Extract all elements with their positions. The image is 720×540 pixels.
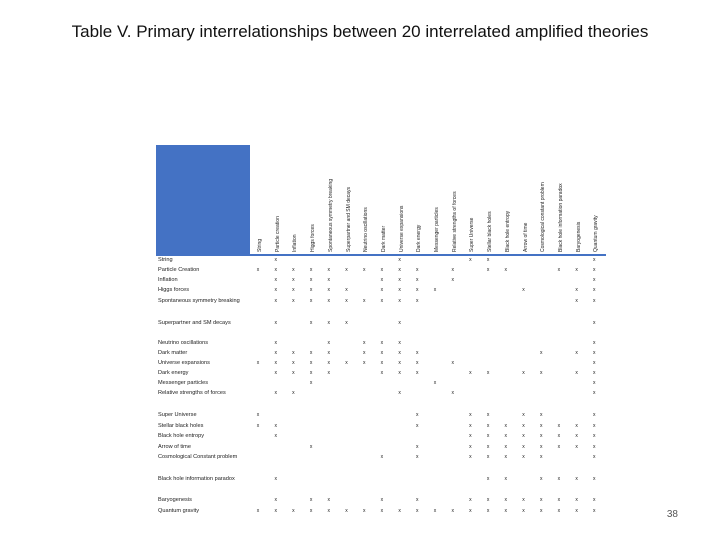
column-header-label: Universe expansions — [398, 205, 405, 252]
relationship-mark: x — [486, 267, 490, 273]
relationship-mark: x — [416, 287, 419, 293]
relationship-mark: x — [416, 277, 419, 283]
relationship-mark: x — [522, 433, 525, 439]
relationship-mark: x — [575, 476, 578, 482]
row-label: Spontaneous symmetry breaking — [158, 298, 240, 304]
relationship-mark: x — [593, 390, 596, 396]
relationship-mark: x — [327, 287, 331, 293]
relationship-mark: x — [274, 476, 277, 482]
relationship-mark: x — [486, 454, 490, 460]
relationship-mark: x — [309, 508, 313, 514]
row-label: Relative strengths of forces — [158, 390, 226, 396]
relationship-mark: x — [380, 350, 384, 356]
relationship-mark: x — [593, 350, 596, 356]
relationship-mark: x — [575, 370, 578, 376]
row-label: Neutrino oscillations — [158, 340, 209, 346]
page-number: 38 — [666, 509, 678, 520]
column-header-label: Particle creation — [274, 216, 281, 252]
relationship-mark: x — [557, 423, 561, 429]
relationship-mark: x — [575, 508, 578, 514]
relationship-mark: x — [557, 444, 561, 450]
column-header-label: Cosmological constant problem — [540, 182, 547, 252]
relationship-mark: x — [309, 298, 313, 304]
relationship-mark: x — [593, 267, 596, 273]
relationship-mark: x — [416, 454, 419, 460]
relationship-mark: x — [593, 423, 596, 429]
relationship-mark: x — [274, 390, 277, 396]
relationship-mark: x — [309, 444, 313, 450]
relationship-mark: x — [327, 298, 331, 304]
relationship-mark: x — [362, 267, 366, 273]
column-header-label: Super Universe — [469, 217, 476, 252]
row-label: Superpartner and SM decays — [158, 320, 231, 326]
relationship-mark: x — [327, 497, 331, 503]
row-label: Cosmological Constant problem — [158, 454, 238, 460]
relationship-mark: x — [292, 277, 295, 283]
relationship-mark: x — [486, 497, 490, 503]
relationship-mark: x — [327, 320, 331, 326]
relationship-mark: x — [469, 412, 472, 418]
relationship-mark: x — [433, 508, 437, 514]
relationship-mark: x — [504, 454, 508, 460]
row-label: Black hole entropy — [158, 433, 205, 439]
relationship-mark: x — [380, 454, 384, 460]
relationship-mark: x — [362, 360, 366, 366]
relationship-mark: x — [433, 380, 437, 386]
relationship-mark: x — [557, 267, 561, 273]
relationship-mark: x — [575, 433, 578, 439]
relationship-mark: x — [539, 433, 543, 439]
relationship-mark: x — [292, 267, 295, 273]
relationship-mark: x — [469, 444, 472, 450]
relationship-mark: x — [593, 257, 596, 263]
relationship-mark: x — [469, 433, 472, 439]
relationship-mark: x — [593, 320, 596, 326]
relationship-mark: x — [593, 508, 596, 514]
column-header-label: String — [257, 238, 263, 252]
column-header-label: Relative strengths of forces — [451, 191, 458, 252]
relationship-mark: x — [539, 350, 543, 356]
row-label: Arrow of time — [158, 444, 191, 450]
relationship-mark: x — [398, 360, 401, 366]
relationship-mark: x — [451, 267, 454, 273]
relationship-mark: x — [522, 370, 525, 376]
column-header-label: Stellar black holes — [487, 211, 494, 252]
relationship-mark: x — [575, 287, 578, 293]
relationship-mark: x — [345, 287, 348, 293]
relationship-mark: x — [327, 340, 331, 346]
row-label: Dark energy — [158, 370, 189, 376]
relationship-mark: x — [593, 433, 596, 439]
row-label: Stellar black holes — [158, 423, 204, 429]
relationship-mark: x — [274, 267, 277, 273]
relationship-mark: x — [256, 267, 260, 273]
relationship-mark: x — [309, 497, 313, 503]
relationship-mark: x — [256, 423, 260, 429]
relationship-mark: x — [256, 508, 260, 514]
relationship-mark: x — [416, 497, 419, 503]
relationship-mark: x — [292, 360, 295, 366]
relationship-mark: x — [486, 257, 490, 263]
relationship-mark: x — [292, 298, 295, 304]
relationship-mark: x — [380, 267, 384, 273]
relationship-mark: x — [398, 298, 401, 304]
relationship-mark: x — [274, 298, 277, 304]
relationship-mark: x — [274, 423, 277, 429]
column-header-label: Baryogenesis — [575, 221, 582, 252]
relationship-mark: x — [274, 370, 277, 376]
relationship-mark: x — [451, 390, 454, 396]
row-label: Particle Creation — [158, 267, 200, 273]
relationship-mark: x — [522, 444, 525, 450]
relationship-mark: x — [469, 370, 472, 376]
relationship-mark: x — [593, 476, 596, 482]
relationship-mark: x — [398, 257, 401, 263]
relationship-mark: x — [486, 423, 490, 429]
relationship-mark: x — [504, 508, 508, 514]
relationship-mark: x — [362, 508, 366, 514]
relationship-mark: x — [504, 267, 508, 273]
row-label: Black hole information paradox — [158, 476, 235, 482]
relationship-mark: x — [575, 298, 578, 304]
relationship-mark: x — [593, 412, 596, 418]
relationship-mark: x — [593, 340, 596, 346]
relationship-mark: x — [575, 350, 578, 356]
relationship-mark: x — [539, 423, 543, 429]
relationship-mark: x — [486, 412, 490, 418]
row-label: Messenger particles — [158, 380, 209, 386]
relationship-mark: x — [504, 444, 508, 450]
row-label: Dark matter — [158, 350, 188, 356]
relationship-mark: x — [504, 433, 508, 439]
relationship-mark: x — [398, 350, 401, 356]
relationship-mark: x — [345, 508, 348, 514]
relationship-mark: x — [451, 360, 454, 366]
row-label: Quantum gravity — [158, 508, 200, 514]
relationship-mark: x — [274, 508, 277, 514]
relationship-mark: x — [292, 370, 295, 376]
relationship-mark: x — [345, 267, 348, 273]
relationship-mark: x — [380, 497, 384, 503]
relationship-mark: x — [292, 508, 295, 514]
relationship-mark: x — [309, 277, 313, 283]
row-label: Universe expansions — [158, 360, 210, 366]
column-header-label: Messenger particles — [434, 207, 440, 252]
relationship-mark: x — [327, 267, 331, 273]
relationship-mark: x — [309, 287, 313, 293]
relationship-mark: x — [486, 370, 490, 376]
column-header-label: Higgs forces — [310, 224, 317, 252]
relationship-mark: x — [469, 423, 472, 429]
relationship-mark: x — [486, 476, 490, 482]
relationship-mark: x — [522, 412, 525, 418]
relationship-mark: x — [539, 412, 543, 418]
slide-title: Table V. Primary interrelationships between 20 interrelated amplified theories — [71, 22, 649, 41]
relationship-mark: x — [593, 360, 596, 366]
relationship-mark: x — [256, 360, 260, 366]
relationship-mark: x — [593, 497, 596, 503]
relationship-mark: x — [256, 412, 260, 418]
relationship-mark: x — [274, 497, 277, 503]
relationship-mark: x — [380, 508, 384, 514]
relationship-mark: x — [309, 380, 313, 386]
relationship-mark: x — [557, 433, 561, 439]
relationship-mark: x — [398, 277, 401, 283]
relationship-mark: x — [274, 277, 277, 283]
relationship-mark: x — [504, 423, 508, 429]
relationship-mark: x — [380, 340, 384, 346]
relationship-mark: x — [593, 298, 596, 304]
relationship-mark: x — [416, 298, 419, 304]
relationship-mark: x — [593, 380, 596, 386]
relationship-mark: x — [593, 287, 596, 293]
relationship-mark: x — [309, 360, 313, 366]
relationship-mark: x — [557, 508, 561, 514]
relationship-mark: x — [469, 508, 472, 514]
row-label: Inflation — [158, 277, 178, 283]
relationship-mark: x — [309, 370, 313, 376]
relationship-mark: x — [539, 497, 543, 503]
relationship-mark: x — [539, 454, 543, 460]
relationship-mark: x — [557, 497, 561, 503]
column-header-label: Superpartner and SM decays — [345, 186, 352, 252]
relationship-mark: x — [292, 390, 295, 396]
relationship-mark: x — [398, 370, 401, 376]
relationship-mark: x — [416, 360, 419, 366]
relationship-mark: x — [522, 454, 525, 460]
relationship-mark: x — [539, 476, 543, 482]
relationship-mark: x — [327, 350, 331, 356]
relationship-mark: x — [398, 320, 401, 326]
relationship-mark: x — [345, 320, 348, 326]
row-label: Higgs forces — [158, 287, 190, 293]
column-header-label: Inflation — [292, 234, 299, 252]
relationship-mark: x — [309, 320, 313, 326]
relationship-mark: x — [309, 350, 313, 356]
relationship-mark: x — [398, 508, 401, 514]
column-header-label: Dark energy — [416, 224, 423, 252]
relationship-mark: x — [451, 277, 454, 283]
relationship-mark: x — [274, 320, 277, 326]
relationship-mark: x — [522, 423, 525, 429]
relationship-mark: x — [575, 267, 578, 273]
relationship-mark: x — [416, 267, 419, 273]
relationship-mark: x — [309, 267, 313, 273]
column-header-label: Quantum gravity — [593, 215, 600, 252]
relationship-mark: x — [575, 444, 578, 450]
relationship-mark: x — [522, 508, 525, 514]
relationship-mark: x — [398, 390, 401, 396]
relationship-mark: x — [522, 287, 525, 293]
relationship-mark: x — [486, 508, 490, 514]
column-header-label: Black hole entropy — [504, 210, 511, 252]
relationship-mark: x — [380, 298, 384, 304]
relationship-mark: x — [593, 277, 596, 283]
relationship-mark: x — [292, 350, 295, 356]
relationship-mark: x — [274, 287, 277, 293]
relationship-mark: x — [557, 476, 561, 482]
relationship-mark: x — [345, 360, 348, 366]
relationship-mark: x — [593, 370, 596, 376]
relationship-mark: x — [469, 257, 472, 263]
relationship-mark: x — [416, 423, 419, 429]
relationship-mark: x — [469, 497, 472, 503]
relationship-mark: x — [327, 370, 331, 376]
relationship-mark: x — [327, 508, 331, 514]
relationship-mark: x — [504, 497, 508, 503]
relationship-mark: x — [380, 370, 384, 376]
column-header-label: Dark matter — [380, 225, 387, 252]
relationship-mark: x — [398, 287, 401, 293]
row-label: String — [158, 257, 173, 263]
relationship-mark: x — [398, 340, 401, 346]
row-label: Super Universe — [158, 412, 197, 418]
relationship-mark: x — [416, 370, 419, 376]
relationship-mark: x — [274, 340, 277, 346]
relationship-mark: x — [327, 277, 331, 283]
relationship-mark: x — [327, 360, 331, 366]
relationship-mark: x — [416, 444, 419, 450]
relationship-mark: x — [593, 444, 596, 450]
relationship-mark: x — [539, 444, 543, 450]
relationship-mark: x — [575, 423, 578, 429]
relationship-mark: x — [292, 287, 295, 293]
relationship-mark: x — [345, 298, 348, 304]
relationship-mark: x — [274, 433, 277, 439]
relationship-mark: x — [433, 287, 437, 293]
relationship-mark: x — [416, 350, 419, 356]
relationship-mark: x — [539, 370, 543, 376]
row-label: Baryogenesis — [158, 497, 192, 503]
column-header-label: Black hole information paradox — [557, 183, 564, 252]
relationship-mark: x — [486, 433, 490, 439]
relationship-mark: x — [486, 444, 490, 450]
relationship-mark: x — [539, 508, 543, 514]
relationship-mark: x — [380, 277, 384, 283]
relationship-mark: x — [380, 360, 384, 366]
column-header-label: Spontaneous symmetry breaking — [327, 178, 334, 252]
relationship-mark: x — [398, 267, 401, 273]
column-header-label: Arrow of time — [522, 222, 529, 252]
relationship-mark: x — [504, 476, 508, 482]
relationship-mark: x — [274, 360, 277, 366]
column-header-label: Neutrino oscillations — [363, 207, 370, 252]
relationship-mark: x — [416, 412, 419, 418]
relationship-mark: x — [416, 508, 419, 514]
relationship-mark: x — [522, 497, 525, 503]
relationship-mark: x — [274, 257, 277, 263]
relationship-mark: x — [362, 298, 366, 304]
relationship-mark: x — [575, 497, 578, 503]
relationship-mark: x — [380, 287, 384, 293]
relationship-mark: x — [451, 508, 454, 514]
relationship-mark: x — [362, 340, 366, 346]
relationship-mark: x — [469, 454, 472, 460]
relationship-mark: x — [362, 350, 366, 356]
relationship-mark: x — [274, 350, 277, 356]
relationship-mark: x — [593, 454, 596, 460]
